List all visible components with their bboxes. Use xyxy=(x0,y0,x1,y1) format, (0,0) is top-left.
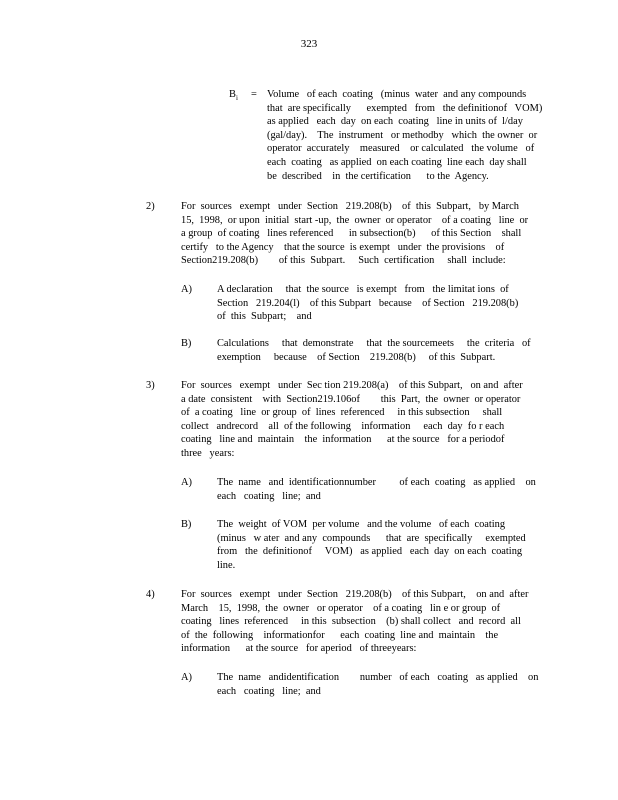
subparagraph xyxy=(217,671,538,698)
text-line: Section 219.204(l) of this Subpart because of Section 219.208(b) xyxy=(217,297,519,309)
subitem-letter: A) xyxy=(181,284,192,295)
text-line: information at the source for aperiod of threeyears: xyxy=(181,643,417,655)
text-line: certify to the Agency that the source is exempt under the provisions of xyxy=(181,241,505,253)
text-line: The weight of VOM per volume and the volume of each coating xyxy=(217,519,506,530)
paragraph xyxy=(181,588,528,656)
text-line: line. xyxy=(217,559,236,571)
text-line: each coating as applied on each coating line each day shall xyxy=(267,156,527,168)
text-line: a date consistent with Section219.106of this Part, the owner or operator xyxy=(181,393,521,405)
paragraph xyxy=(181,200,528,268)
variable-subscript: i xyxy=(235,94,238,103)
variable-symbol: $B_i$ xyxy=(229,89,238,103)
text-line: of this Subpart; and xyxy=(217,311,312,323)
item-number: 2) xyxy=(146,201,155,212)
text-line: exemption because of Section 219.208(b) of this Subpart. xyxy=(217,351,496,363)
variable-description xyxy=(267,88,542,183)
page-number: 323 xyxy=(300,38,318,50)
item-number: 4) xyxy=(146,589,155,600)
subitem-letter: B) xyxy=(181,519,192,530)
text-line: (gal/day). The instrument or methodby which the owner or xyxy=(267,129,538,141)
text-line: For sources exempt under Section 219.208(b) of this Subpart, by March xyxy=(181,201,519,212)
text-line: be described in the certification to the Agency. xyxy=(267,170,489,182)
text-line: 15, 1998, or upon initial start -up, the owner or operator of a coating line or xyxy=(181,214,529,226)
text-line: For sources exempt under Sec tion 219.208(a) of this Subpart, on and after xyxy=(181,380,523,391)
subparagraph xyxy=(217,518,526,572)
text-line: coating line and maintain the information at the source for a periodof xyxy=(181,434,505,446)
text-line: For sources exempt under Section 219.208(b) of this Subpart, on and after xyxy=(181,589,529,600)
item-number: 3) xyxy=(146,380,155,391)
text-line: each coating line; and xyxy=(217,490,321,502)
text-line: of a coating line or group of lines referenced in this subsection shall xyxy=(181,407,503,419)
text-line: March 15, 1998, the owner or operator of a coating lin e or group of xyxy=(181,602,501,614)
text-line: (minus w ater and any compounds that are specifically exempted xyxy=(217,532,526,544)
equals-sign: = xyxy=(251,89,257,100)
text-line: each coating line; and xyxy=(217,685,321,697)
subparagraph xyxy=(217,476,536,503)
text-line: coating lines referenced in this subsection (b) shall collect and record all xyxy=(181,616,521,628)
text-line: The name and identificationnumber of each coating as applied on xyxy=(217,477,536,488)
paragraph xyxy=(181,379,523,461)
text-line: three years: xyxy=(181,447,235,459)
text-line: Volume of each coating (minus water and any compounds xyxy=(267,89,527,100)
text-line: of the following informationfor each coating line and maintain the xyxy=(181,629,499,641)
text-line: The name andidentification number of each coating as applied on xyxy=(217,672,539,683)
text-line: collect andrecord all of the following information each day fo r each xyxy=(181,420,505,432)
text-line: as applied each day on each coating line in units of l/day xyxy=(267,116,523,128)
text-line: Section219.208(b) of this Subpart. Such certification shall include: xyxy=(181,255,506,267)
text-line: from the definitionof VOM) as applied each day on each coating xyxy=(217,546,523,558)
subitem-letter: A) xyxy=(181,672,192,683)
text-line: A declaration that the source is exempt from the limitat ions of xyxy=(217,284,509,295)
subitem-letter: A) xyxy=(181,477,192,488)
subparagraph xyxy=(217,283,518,324)
text-line: operator accurately measured or calculated the volume of xyxy=(267,143,535,155)
subparagraph xyxy=(217,337,531,364)
text-line: that are specifically exempted from the definitionof VOM) xyxy=(267,102,543,114)
subitem-letter: B) xyxy=(181,338,192,349)
text-line: a group of coating lines referenced in subsection(b) of this Section shall xyxy=(181,228,522,240)
text-line: Calculations that demonstrate that the sourcemeets the criteria of xyxy=(217,338,531,349)
